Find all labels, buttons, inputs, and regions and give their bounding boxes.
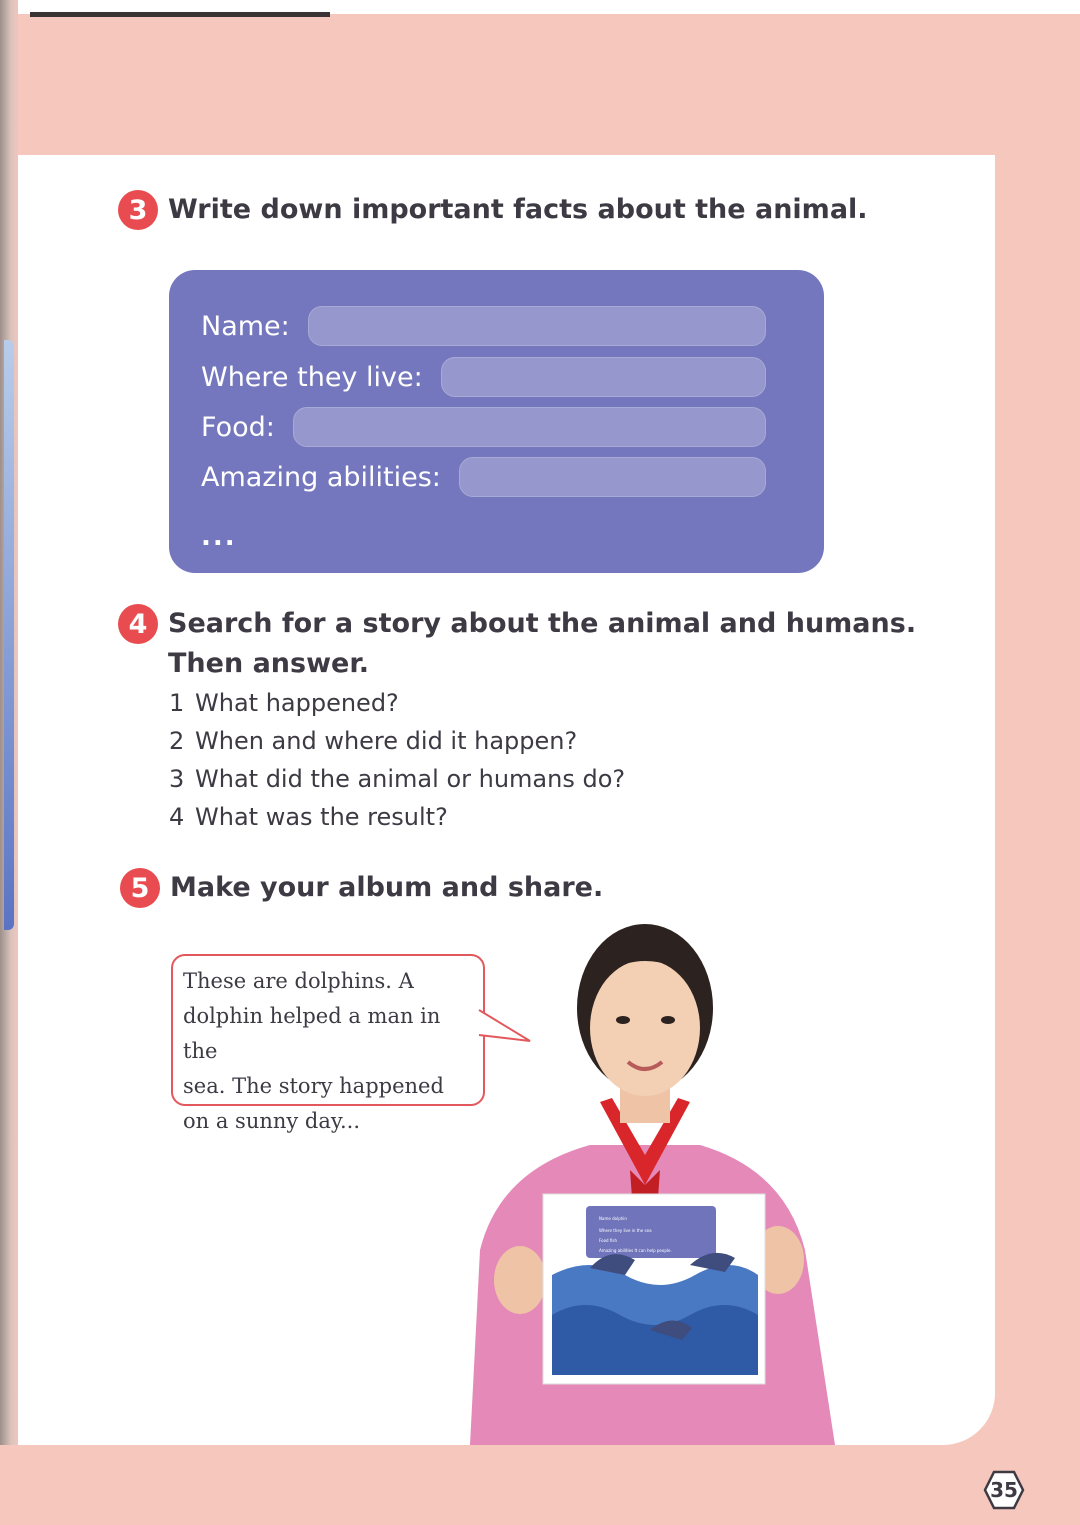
- section-4-badge: 4: [118, 604, 158, 644]
- section-5-heading: [120, 868, 603, 908]
- question-number: 3: [169, 765, 185, 793]
- section-3-heading: [118, 190, 868, 230]
- page-number-text: 35: [990, 1478, 1018, 1502]
- question-number: 1: [169, 689, 185, 717]
- facing-page-edge: [4, 340, 14, 930]
- album-fact-label: Name: [599, 1216, 611, 1221]
- speech-line: sea. The story happened: [183, 1074, 444, 1098]
- section-4-heading: [118, 604, 916, 684]
- fact-row-abilities: [201, 457, 766, 497]
- card-left-margin: [18, 155, 42, 1445]
- question-item: [169, 760, 625, 798]
- album-fact-value: fish: [609, 1238, 618, 1243]
- question-item: [169, 722, 625, 760]
- fact-label-name: Name:: [201, 310, 290, 342]
- fact-row-food: [201, 407, 766, 447]
- question-text: What was the result?: [195, 803, 448, 831]
- album-fact-row: [595, 1246, 710, 1256]
- speech-line: on a sunny day...: [183, 1109, 360, 1133]
- more-ellipsis: ...: [201, 522, 237, 552]
- speech-bubble: [171, 954, 485, 1133]
- section-4-title-line-2: Then answer.: [168, 648, 370, 679]
- question-text: When and where did it happen?: [195, 727, 578, 755]
- album-fact-row: [595, 1226, 710, 1236]
- album-fact-row: [595, 1236, 710, 1246]
- section-3-title: Write down important facts about the animal.: [168, 194, 868, 225]
- question-item: [169, 798, 625, 836]
- name-field[interactable]: [308, 306, 766, 346]
- fact-label-habitat: Where they live:: [201, 361, 423, 393]
- album-fact-value: dolphin: [612, 1216, 627, 1221]
- section-5-badge: 5: [120, 868, 160, 908]
- abilities-field[interactable]: [459, 457, 766, 497]
- fact-row-name: [201, 306, 766, 346]
- section-3-badge: 3: [118, 190, 158, 230]
- fact-label-abilities: Amazing abilities:: [201, 461, 441, 493]
- page-top-shadow: [30, 12, 330, 17]
- page-bottom-band: [0, 1445, 1080, 1525]
- question-item: [169, 684, 625, 722]
- fact-row-habitat: [201, 357, 766, 397]
- student-photo: [440, 920, 850, 1445]
- album-fact-label: Food: [599, 1238, 609, 1243]
- section-4-title: [168, 604, 916, 684]
- question-number: 4: [169, 803, 185, 831]
- question-text: What happened?: [195, 689, 399, 717]
- question-number: 2: [169, 727, 185, 755]
- facts-form: [169, 270, 824, 573]
- album-fact-label: Amazing abilities: [599, 1248, 634, 1253]
- speech-line: These are dolphins. A: [183, 969, 414, 993]
- section-4-title-line-1: Search for a story about the animal and humans.: [168, 608, 917, 639]
- album-fact-label: Where they live: [599, 1228, 631, 1233]
- album-fact-row: [595, 1212, 710, 1226]
- habitat-field[interactable]: [441, 357, 766, 397]
- food-field[interactable]: [293, 407, 766, 447]
- page-number: [983, 1470, 1025, 1510]
- question-list: [169, 684, 625, 836]
- fact-label-food: Food:: [201, 411, 275, 443]
- album-fact-value: in the sea: [631, 1228, 652, 1233]
- section-5-title: Make your album and share.: [170, 872, 604, 903]
- speech-line: dolphin helped a man in the: [183, 1004, 441, 1063]
- question-text: What did the animal or humans do?: [195, 765, 626, 793]
- album-facts-card: [595, 1212, 710, 1262]
- album-fact-value: It can help people.: [634, 1248, 672, 1253]
